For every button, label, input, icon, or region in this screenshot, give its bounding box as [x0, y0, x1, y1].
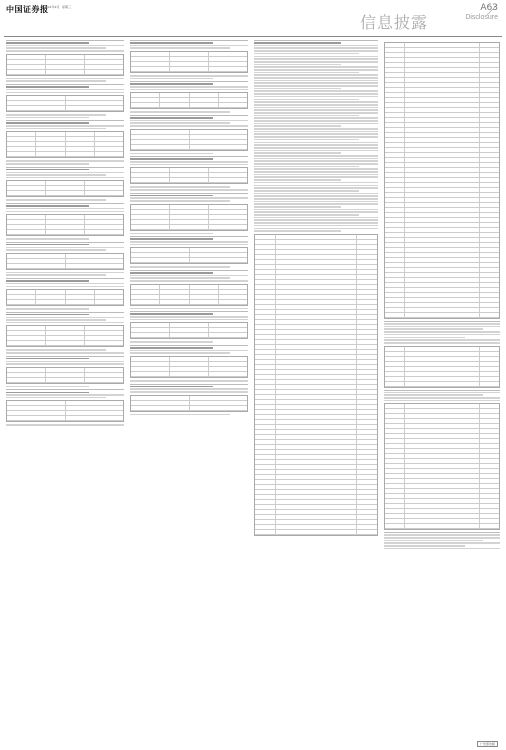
section-english: Disclosure	[465, 14, 498, 21]
newspaper-logo: 中国证券报	[6, 4, 49, 14]
text-block	[384, 321, 500, 344]
text-block	[6, 278, 124, 310]
text-block	[384, 532, 500, 549]
text-block	[6, 167, 124, 201]
text-block	[6, 203, 124, 240]
text-block	[6, 242, 124, 276]
text-block	[130, 384, 248, 416]
text-block	[130, 236, 248, 268]
text-block	[6, 40, 124, 82]
column-1	[6, 40, 124, 742]
text-block	[130, 156, 248, 190]
page-header	[0, 0, 506, 40]
data-table	[384, 346, 500, 388]
text-block	[6, 312, 124, 354]
text-block	[6, 84, 124, 118]
text-block	[130, 311, 248, 343]
column-2	[130, 40, 248, 742]
footer-label: 广告部出版	[477, 741, 498, 747]
data-table	[384, 42, 500, 319]
text-block	[130, 40, 248, 79]
data-table	[384, 403, 500, 530]
page-number: A63	[480, 3, 498, 13]
text-block	[130, 81, 248, 113]
text-block	[130, 115, 248, 154]
text-block	[6, 389, 124, 426]
issue-date: 2021年4月	[44, 5, 60, 9]
column-4	[384, 40, 500, 742]
issue-edition: 星期三	[62, 5, 72, 9]
text-block	[6, 120, 124, 164]
data-table	[254, 234, 378, 536]
text-block	[6, 356, 124, 388]
header-rule	[4, 36, 502, 37]
text-block	[130, 193, 248, 235]
text-block	[130, 270, 248, 309]
text-block	[130, 345, 248, 382]
section-title: 信息披露	[360, 13, 429, 32]
text-block	[254, 40, 378, 232]
text-block	[384, 390, 500, 402]
column-3	[254, 40, 378, 742]
